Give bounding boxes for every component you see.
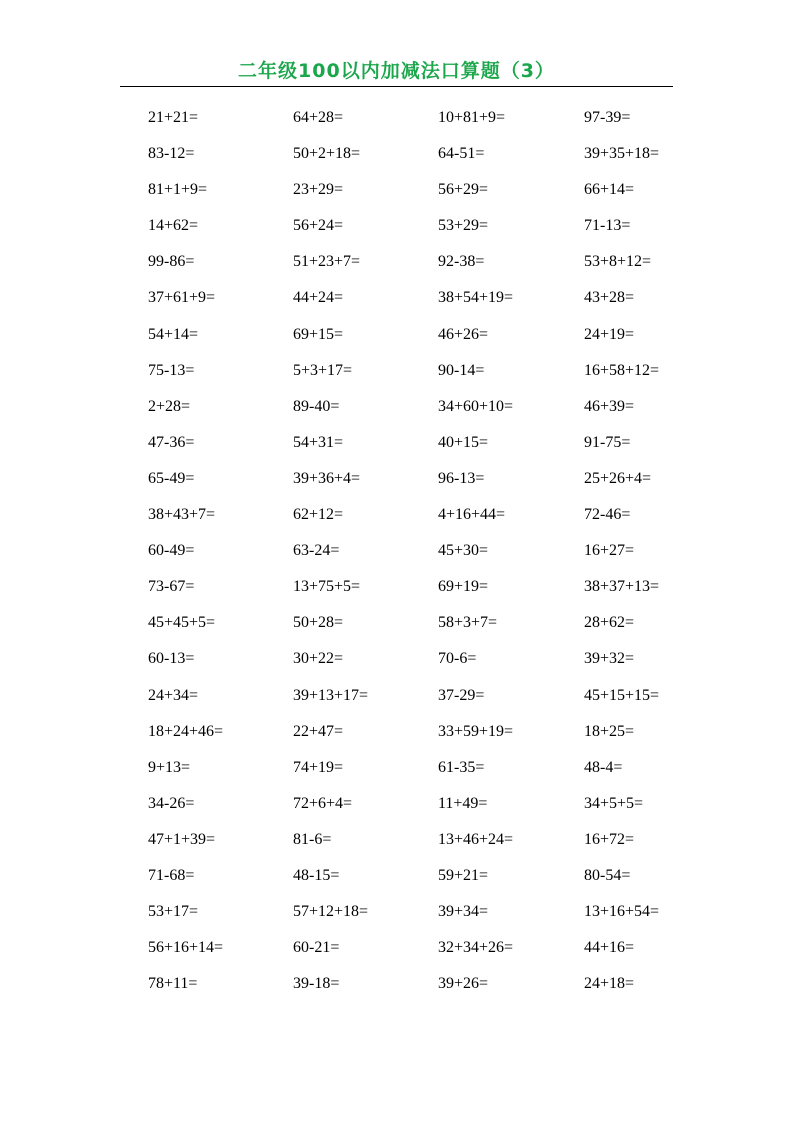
- problem-item: 39+36+4=: [293, 469, 361, 487]
- problem-item: 34+5+5=: [584, 794, 644, 812]
- problem-item: 72-46=: [584, 506, 631, 524]
- problem-item: 48-15=: [293, 866, 340, 884]
- problem-item: 56+29=: [438, 181, 489, 199]
- problem-item: 45+45+5=: [148, 614, 216, 632]
- problem-item: 24+19=: [584, 325, 635, 343]
- problem-item: 50+2+18=: [293, 145, 361, 163]
- problem-item: 5+3+17=: [293, 361, 353, 379]
- problem-item: 39+26=: [438, 975, 489, 993]
- problem-item: 28+62=: [584, 614, 635, 632]
- problem-item: 9+13=: [148, 758, 191, 776]
- problem-item: 24+34=: [148, 686, 199, 704]
- problem-item: 38+37+13=: [584, 578, 660, 596]
- problem-item: 62+12=: [293, 506, 344, 524]
- problem-item: 11+49=: [438, 794, 488, 812]
- problem-item: 63-24=: [293, 542, 340, 560]
- problem-item: 25+26+4=: [584, 469, 652, 487]
- problem-item: 90-14=: [438, 361, 485, 379]
- problem-item: 34-26=: [148, 794, 195, 812]
- problem-item: 64+28=: [293, 109, 344, 126]
- problem-item: 10+81+9=: [438, 109, 506, 126]
- problem-item: 80-54=: [584, 866, 631, 884]
- problem-item: 45+30=: [438, 542, 489, 560]
- problem-item: 39-18=: [293, 975, 340, 993]
- problem-item: 30+22=: [293, 650, 344, 668]
- problem-item: 51+23+7=: [293, 253, 361, 271]
- problem-item: 16+72=: [584, 830, 635, 848]
- problem-item: 13+16+54=: [584, 903, 660, 921]
- problem-item: 60-21=: [293, 939, 340, 957]
- problem-item: 96-13=: [438, 469, 485, 487]
- problem-item: 71-13=: [584, 217, 631, 235]
- problem-item: 60-49=: [148, 542, 195, 560]
- problem-item: 97-39=: [584, 109, 631, 126]
- problem-item: 99-86=: [148, 253, 195, 271]
- problem-item: 69+15=: [293, 325, 344, 343]
- problem-item: 92-38=: [438, 253, 485, 271]
- problem-item: 45+15+15=: [584, 686, 660, 704]
- problem-item: 37+61+9=: [148, 289, 216, 307]
- problem-item: 53+17=: [148, 903, 199, 921]
- title-divider: [120, 86, 673, 87]
- problem-item: 65-49=: [148, 469, 195, 487]
- problem-item: 57+12+18=: [293, 903, 369, 921]
- problem-item: 16+58+12=: [584, 361, 660, 379]
- problem-item: 21+21=: [148, 109, 199, 126]
- problem-item: 44+24=: [293, 289, 344, 307]
- problem-item: 24+18=: [584, 975, 635, 993]
- problem-item: 38+54+19=: [438, 289, 514, 307]
- problem-item: 18+24+46=: [148, 722, 224, 740]
- problem-item: 69+19=: [438, 578, 489, 596]
- problem-item: 75-13=: [148, 361, 195, 379]
- problem-item: 16+27=: [584, 542, 635, 560]
- problem-item: 66+14=: [584, 181, 635, 199]
- problem-item: 78+11=: [148, 975, 198, 993]
- problem-item: 50+28=: [293, 614, 344, 632]
- problem-item: 70-6=: [438, 650, 477, 668]
- problem-item: 34+60+10=: [438, 397, 514, 415]
- problem-item: 73-67=: [148, 578, 195, 596]
- problem-item: 46+26=: [438, 325, 489, 343]
- problem-item: 64-51=: [438, 145, 485, 163]
- problem-item: 81-6=: [293, 830, 332, 848]
- problem-item: 56+16+14=: [148, 939, 224, 957]
- problem-item: 48-4=: [584, 758, 623, 776]
- problem-item: 22+47=: [293, 722, 344, 740]
- problem-item: 38+43+7=: [148, 506, 216, 524]
- problem-item: 23+29=: [293, 181, 344, 199]
- problem-item: 32+34+26=: [438, 939, 514, 957]
- problem-item: 39+13+17=: [293, 686, 369, 704]
- problem-item: 74+19=: [293, 758, 344, 776]
- problem-item: 58+3+7=: [438, 614, 498, 632]
- problem-item: 53+8+12=: [584, 253, 652, 271]
- problem-item: 18+25=: [584, 722, 635, 740]
- problem-item: 71-68=: [148, 866, 195, 884]
- problem-item: 61-35=: [438, 758, 485, 776]
- problem-item: 46+39=: [584, 397, 635, 415]
- problem-item: 91-75=: [584, 433, 631, 451]
- problem-item: 44+16=: [584, 939, 635, 957]
- problem-item: 89-40=: [293, 397, 340, 415]
- problem-item: 14+62=: [148, 217, 199, 235]
- problem-item: 83-12=: [148, 145, 195, 163]
- problem-item: 54+14=: [148, 325, 199, 343]
- problem-item: 53+29=: [438, 217, 489, 235]
- problem-grid: [148, 100, 748, 1002]
- problem-item: 81+1+9=: [148, 181, 208, 199]
- problem-item: 39+32=: [584, 650, 635, 668]
- page-title: 二年级100以内加减法口算题（3）: [238, 60, 555, 82]
- problem-item: 40+15=: [438, 433, 489, 451]
- problem-item: 54+31=: [293, 433, 344, 451]
- problem-item: 72+6+4=: [293, 794, 353, 812]
- problem-item: 43+28=: [584, 289, 635, 307]
- problem-item: 13+46+24=: [438, 830, 514, 848]
- problem-item: 47-36=: [148, 433, 195, 451]
- problem-item: 37-29=: [438, 686, 485, 704]
- problem-item: 2+28=: [148, 397, 191, 415]
- problem-item: 47+1+39=: [148, 830, 216, 848]
- problem-item: 39+34=: [438, 903, 489, 921]
- problem-item: 13+75+5=: [293, 578, 361, 596]
- problem-item: 33+59+19=: [438, 722, 514, 740]
- problem-item: 59+21=: [438, 866, 489, 884]
- problem-item: 4+16+44=: [438, 506, 506, 524]
- problem-item: 39+35+18=: [584, 145, 660, 163]
- problem-item: 56+24=: [293, 217, 344, 235]
- problem-item: 60-13=: [148, 650, 195, 668]
